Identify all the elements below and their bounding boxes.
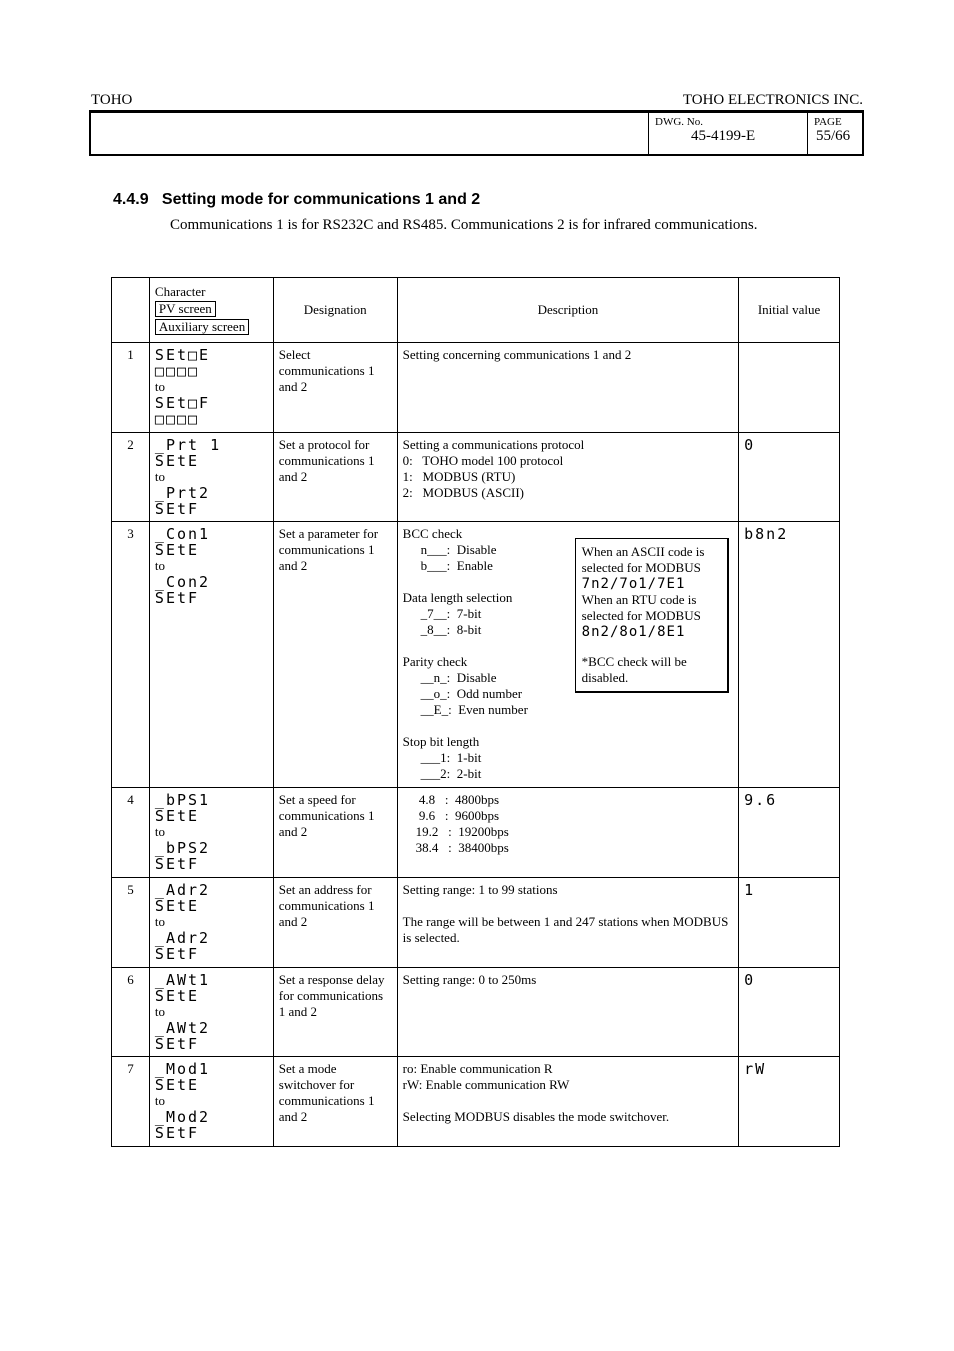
parity-option: __o_: Odd number (420, 686, 523, 701)
char-to: to (154, 914, 166, 929)
row-number: 4 (112, 788, 150, 878)
bcc-option: b___: Enable (420, 558, 493, 573)
description-line: 0: TOHO model 100 protocol (402, 453, 564, 468)
initial-value: 0 (744, 971, 756, 989)
bcc-title: BCC check (402, 526, 463, 541)
designation-cell: Set a protocol for communications 1 and 2 (273, 433, 397, 522)
header-company-full: TOHO ELECTRONICS INC. (682, 92, 863, 108)
description-line: The range will be between 1 and 247 stations when MODBUS is selected. (402, 914, 729, 945)
baud-rate-option: 9.6 : 9600bps (402, 808, 500, 823)
character-cell (149, 522, 273, 788)
header-character (149, 278, 273, 343)
row-number: 7 (112, 1057, 150, 1147)
row-number: 1 (112, 343, 150, 433)
baud-rate-option: 19.2 : 19200bps (402, 824, 509, 839)
description-line: Selecting MODBUS disables the mode switchover. (402, 1109, 670, 1124)
description-cell (397, 1057, 738, 1147)
table-row (112, 1057, 840, 1147)
data-length-title: Data length selection (402, 590, 513, 605)
char-to: to (154, 558, 166, 573)
row-number: 6 (112, 968, 150, 1057)
header-initial-value: Initial value (739, 278, 840, 343)
char-to: to (154, 379, 166, 394)
initial-value-cell (739, 968, 840, 1057)
description-cell (397, 878, 738, 968)
char-pv-1: _Prt 1 (154, 436, 222, 454)
description-cell (397, 968, 738, 1057)
initial-value: 1 (744, 881, 756, 899)
table-row (112, 788, 840, 878)
char-pv-1: _AWt1 (154, 971, 211, 989)
settings-table (111, 277, 840, 1147)
char-pv-2: _Mod2 (154, 1108, 211, 1126)
initial-value-cell (739, 522, 840, 788)
char-aux-2: SEtF (154, 1124, 200, 1142)
initial-value: rW (744, 1060, 767, 1078)
initial-value-cell (739, 788, 840, 878)
character-cell (149, 433, 273, 522)
designation-cell: Set a mode switchover for communications 1 and 2 (273, 1057, 397, 1147)
char-aux-1: □□□□ (154, 362, 200, 380)
initial-value-cell (739, 1057, 840, 1147)
initial-value: 9.6 (744, 791, 778, 809)
note-line: *BCC check will be disabled. (581, 654, 687, 685)
description-line: rW: Enable communication RW (402, 1077, 570, 1092)
char-aux-2: SEtF (154, 500, 200, 518)
note-line: When an RTU code is selected for MODBUS (581, 592, 701, 623)
header-no (112, 278, 150, 343)
description-line: Setting concerning communications 1 and 2 (402, 347, 632, 362)
description-cell (397, 343, 738, 433)
char-to: to (154, 824, 166, 839)
char-pv-2: _Con2 (154, 573, 211, 591)
description-cell (397, 522, 738, 788)
designation-cell: Select communications 1 and 2 (273, 343, 397, 433)
note-code: 8n2/8o1/8E1 (581, 624, 686, 640)
char-aux-1: SEtE (154, 897, 200, 915)
stop-bit-option: ___1: 1-bit (420, 750, 482, 765)
table-row (112, 878, 840, 968)
table-row (112, 433, 840, 522)
char-aux-1: SEtE (154, 987, 200, 1005)
note-line: When an ASCII code is selected for MODBUS (581, 544, 705, 575)
note-code: 7n2/7o1/7E1 (581, 576, 686, 592)
page-value: 55/66 (816, 128, 851, 144)
initial-value: b8n2 (744, 525, 789, 543)
char-pv-1: _bPS1 (154, 791, 211, 809)
character-cell (149, 343, 273, 433)
char-aux-2: SEtF (154, 855, 200, 873)
section-title: 4.4.9 Setting mode for communications 1 and 2 (113, 191, 481, 208)
data-length-option: _8__: 8-bit (420, 622, 482, 637)
table-row (112, 522, 840, 788)
stop-bit-title: Stop bit length (402, 734, 480, 749)
modbus-note-box (575, 538, 729, 693)
description-line: Setting range: 1 to 99 stations (402, 882, 558, 897)
designation-cell: Set a speed for communications 1 and 2 (273, 788, 397, 878)
header-company-short: TOHO (91, 92, 133, 108)
parity-option: __n_: Disable (420, 670, 497, 685)
char-pv-2: _Prt2 (154, 484, 211, 502)
char-pv-1: _Con1 (154, 525, 211, 543)
header-auxiliary-screen: Auxiliary screen (155, 319, 249, 335)
row-number: 5 (112, 878, 150, 968)
char-to: to (154, 1004, 166, 1019)
drawing-number-cell (648, 113, 808, 154)
char-pv-1: _Adr2 (154, 881, 211, 899)
table-header-row (112, 278, 840, 343)
baud-rate-option: 4.8 : 4800bps (402, 792, 500, 807)
char-aux-1: SEtE (154, 1076, 200, 1094)
bcc-option: n___: Disable (420, 542, 497, 557)
char-pv-2: _Adr2 (154, 929, 211, 947)
page-number-cell (807, 113, 864, 154)
char-aux-2: SEtF (154, 945, 200, 963)
initial-value-cell (739, 433, 840, 522)
header-description: Description (397, 278, 738, 343)
baud-rate-option: 38.4 : 38400bps (402, 840, 509, 855)
drawing-number-label: DWG. No. (655, 116, 703, 128)
character-cell (149, 788, 273, 878)
char-to: to (154, 1093, 166, 1108)
initial-value-cell (739, 343, 840, 433)
row-number: 3 (112, 522, 150, 788)
description-line: Setting range: 0 to 250ms (402, 972, 537, 987)
designation-cell: Set a response delay for communications 1 and 2 (273, 968, 397, 1057)
designation-cell: Set a parameter for communications 1 and 2 (273, 522, 397, 788)
data-length-option: _7__: 7-bit (420, 606, 482, 621)
stop-bit-option: ___2: 2-bit (420, 766, 482, 781)
header-designation: Designation (273, 278, 397, 343)
description-line: Setting a communications protocol (402, 437, 585, 452)
char-pv-2: _AWt2 (154, 1019, 211, 1037)
page-label: PAGE (814, 116, 842, 128)
description-line: 2: MODBUS (ASCII) (402, 485, 525, 500)
character-cell (149, 878, 273, 968)
char-pv-2: SEt□F (154, 394, 211, 412)
table-row (112, 968, 840, 1057)
char-pv-1: SEt□E (154, 346, 211, 364)
header-pv-screen: PV screen (155, 301, 216, 317)
character-cell (149, 968, 273, 1057)
title-block (89, 110, 864, 156)
drawing-number-value: 45-4199-E (691, 128, 756, 144)
designation-cell: Set an address for communications 1 and 2 (273, 878, 397, 968)
header-character-label: Character (154, 284, 206, 299)
table-row (112, 343, 840, 433)
parity-option: __E_: Even number (420, 702, 528, 717)
char-aux-2: □□□□ (154, 410, 200, 428)
initial-value: 0 (744, 436, 756, 454)
initial-value-cell (739, 878, 840, 968)
char-aux-1: SEtE (154, 807, 200, 825)
char-pv-1: _Mod1 (154, 1060, 211, 1078)
character-cell (149, 1057, 273, 1147)
char-aux-1: SEtE (154, 452, 200, 470)
char-aux-1: SEtE (154, 541, 200, 559)
char-to: to (154, 469, 166, 484)
description-line: 1: MODBUS (RTU) (402, 469, 516, 484)
description-cell (397, 788, 738, 878)
char-pv-2: _bPS2 (154, 839, 211, 857)
row-number: 2 (112, 433, 150, 522)
description-cell (397, 433, 738, 522)
description-line: ro: Enable communication R (402, 1061, 553, 1076)
char-aux-2: SEtF (154, 1035, 200, 1053)
section-description: Communications 1 is for RS232C and RS485. Communications 2 is for infrared communications. (170, 217, 758, 233)
char-aux-2: SEtF (154, 589, 200, 607)
parity-title: Parity check (402, 654, 468, 669)
